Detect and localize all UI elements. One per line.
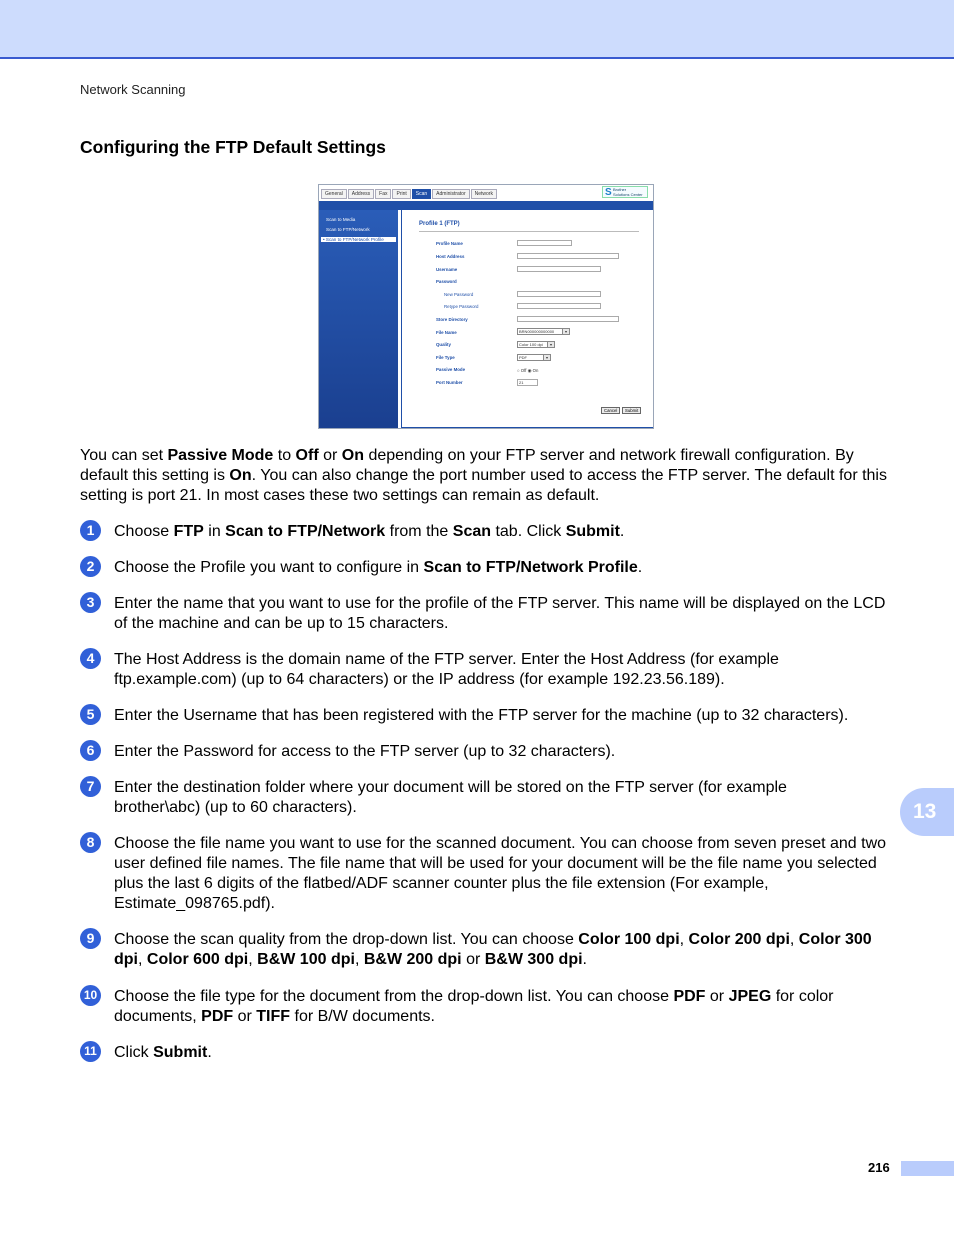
step-number-badge: 9 [80,928,101,949]
tab-scan[interactable]: Scan [412,189,431,199]
step-text [114,1043,894,1063]
nav-scan-to-ftp-network[interactable]: Scan to FTP/Network [326,227,370,232]
step-text [114,558,894,578]
radio-off[interactable]: ○ Off [517,368,527,373]
logo-text-line-1: Brother [613,187,627,192]
quality-select[interactable] [517,341,555,348]
label-port-number: Port Number [436,380,463,385]
side-nav [319,210,398,429]
label-store-directory: Store Directory [436,317,468,322]
step-text [114,522,894,542]
intro-text-3: or [318,447,342,464]
text-run: . [207,1044,212,1061]
file-name-select[interactable] [517,328,570,335]
tab-network[interactable]: Network [471,189,497,199]
retype-password-input[interactable] [517,303,601,309]
bold-run: Color 300 dpi [114,931,872,968]
step-number-badge: 7 [80,776,101,797]
step-number-badge: 11 [80,1041,101,1062]
intro-bold-2: Off [295,447,319,464]
label-file-name: File Name [436,330,457,335]
page-number-bar [901,1161,954,1176]
intro-text-4: depending on your FTP server and network firewall configuration. By default this setting is [80,447,854,484]
radio-off-label: Off [520,368,527,373]
username-input[interactable] [517,266,601,272]
bold-run: JPEG [728,988,772,1005]
text-run: Choose [114,523,174,540]
bold-run: Scan to FTP/Network [225,523,386,540]
tab-bar [321,189,497,199]
bold-run: PDF [201,1008,234,1025]
bold-run: B&W 100 dpi [257,951,355,968]
port-number-value: 21 [519,380,524,385]
cancel-button[interactable]: Cancel [601,407,620,414]
text-run: or [705,988,729,1005]
chevron-down-icon: ▾ [562,329,569,334]
brother-solutions-center-logo[interactable] [602,186,648,198]
text-run: tab. Click [491,523,566,540]
label-passive-mode: Passive Mode [436,367,466,372]
passive-mode-radios [517,368,538,374]
text-run: or [233,1008,257,1025]
step-text: Enter the name that you want to use for the profile of the FTP server. This name will be displayed on the LCD of the machine and can be up to 15 characters. [114,595,886,632]
text-run: for B/W documents. [290,1008,435,1025]
store-directory-input[interactable] [517,316,619,322]
step-number-badge: 2 [80,556,101,577]
step-text: The Host Address is the domain name of the FTP server. Enter the Host Address (for example ftp.example.com) (up to 64 characters) or the IP address (for example 192.23.56.189). [114,651,779,688]
label-new-password: New Password [444,292,474,297]
tab-address[interactable]: Address [348,189,374,199]
title-bar [319,201,654,210]
chevron-down-icon: ▾ [543,355,550,360]
divider [419,231,639,232]
bold-run: Color 600 dpi [146,951,249,968]
nav-scan-to-ftp-network-profile[interactable]: • Scan to FTP/Network Profile [321,237,396,242]
text-run: , [248,951,258,968]
label-retype-password: Retype Password [444,304,479,309]
step-text [114,987,894,1027]
chapter-tab: 13 [900,788,954,836]
intro-text-1: You can set [80,447,168,464]
bold-run: PDF [673,988,706,1005]
radio-on-label: On [532,368,539,373]
text-run: , [679,931,689,948]
text-run: . [619,523,625,540]
bold-run: Color 100 dpi [578,931,680,948]
radio-on[interactable]: ◉ On [527,368,539,373]
intro-bold-4: On [229,467,252,484]
bold-run: Color 200 dpi [688,931,790,948]
label-username: Username [436,267,458,272]
text-run: for color documents, [114,988,834,1025]
bold-run: Scan to FTP/Network Profile [423,559,638,576]
label-password: Password [436,279,457,284]
text-run: or [461,951,485,968]
step-number-badge: 4 [80,648,101,669]
step-text [114,930,894,970]
tab-fax[interactable]: Fax [375,189,391,199]
text-run: in [203,523,226,540]
text-run: . [637,559,643,576]
step-text: Enter the Username that has been registered with the FTP server for the machine (up to 32 characters). [114,707,849,724]
intro-bold-1: Passive Mode [167,447,274,464]
submit-button[interactable]: Submit [622,407,641,414]
text-run: , [354,951,364,968]
profile-name-input[interactable] [517,240,572,246]
label-quality: Quality [436,342,451,347]
nav-scan-to-media[interactable]: Scan to Media [326,217,356,222]
bold-run: Submit [153,1044,208,1061]
bold-run: B&W 300 dpi [484,951,583,968]
bold-run: Scan [452,523,492,540]
label-host-address: Host Address [436,254,465,259]
text-run: . [582,951,587,968]
section-title: Configuring the FTP Default Settings [80,137,386,157]
step-number-badge: 8 [80,832,101,853]
bold-run: TIFF [256,1008,291,1025]
host-address-input[interactable] [517,253,619,259]
tab-administrator[interactable]: Administrator [432,189,469,199]
bold-run: Submit [565,523,620,540]
file-name-value: BRN000000000000 [519,329,555,334]
label-profile-name: Profile Name [436,241,463,246]
text-run: Choose the Profile you want to configure in [114,559,424,576]
tab-general[interactable]: General [321,189,347,199]
step-text: Enter the Password for access to the FTP server (up to 32 characters). [114,743,616,760]
step-number-badge: 10 [80,985,101,1006]
header-band [0,0,954,59]
text-run: , [138,951,147,968]
step-number-badge: 5 [80,704,101,725]
text-run: Click [114,1044,154,1061]
file-type-select[interactable] [517,354,551,361]
tab-print[interactable]: Print [392,189,410,199]
quality-value: Color 100 dpi [519,342,543,347]
ftp-settings-screenshot [318,184,654,429]
step-number-badge: 3 [80,592,101,613]
bold-run: FTP [173,523,204,540]
intro-text-2: to [273,447,296,464]
step-number-badge: 6 [80,740,101,761]
chevron-down-icon: ▾ [547,342,554,347]
step-number-badge: 1 [80,520,101,541]
intro-paragraph [80,446,900,506]
step-text: Choose the file name you want to use for the scanned document. You can choose from seven preset and two user defined file names. The file name that will be used for your document will be the file name you selected plus the last 6 digits of the flatbed/ADF scanner counter plus the file extension (For example, Estimate_098765.pdf). [114,835,887,912]
intro-text-5: . You can also change the port number used to access the FTP server. The default for this setting is port 21. In most cases these two settings can remain as default. [80,467,887,504]
text-run: , [789,931,799,948]
text-run: from the [385,523,453,540]
text-run: Choose the file type for the document from the drop-down list. You can choose [114,988,674,1005]
step-text: Enter the destination folder where your document will be stored on the FTP server (for example brother\abc) (up to 60 characters). [114,779,787,816]
intro-bold-3: On [341,447,364,464]
new-password-input[interactable] [517,291,601,297]
port-number-input[interactable] [517,379,538,386]
running-head: Network Scanning [80,82,186,97]
profile-form [401,210,654,428]
profile-title: Profile 1 (FTP) [419,221,460,227]
label-file-type: File Type [436,355,455,360]
logo-text-line-2: Solutions Center [613,192,643,197]
file-type-value: PDF [519,355,527,360]
text-run: Choose the scan quality from the drop-down list. You can choose [114,931,579,948]
logo-glyph: S [605,187,612,198]
bold-run: B&W 200 dpi [363,951,462,968]
page-number: 216 [868,1160,890,1175]
